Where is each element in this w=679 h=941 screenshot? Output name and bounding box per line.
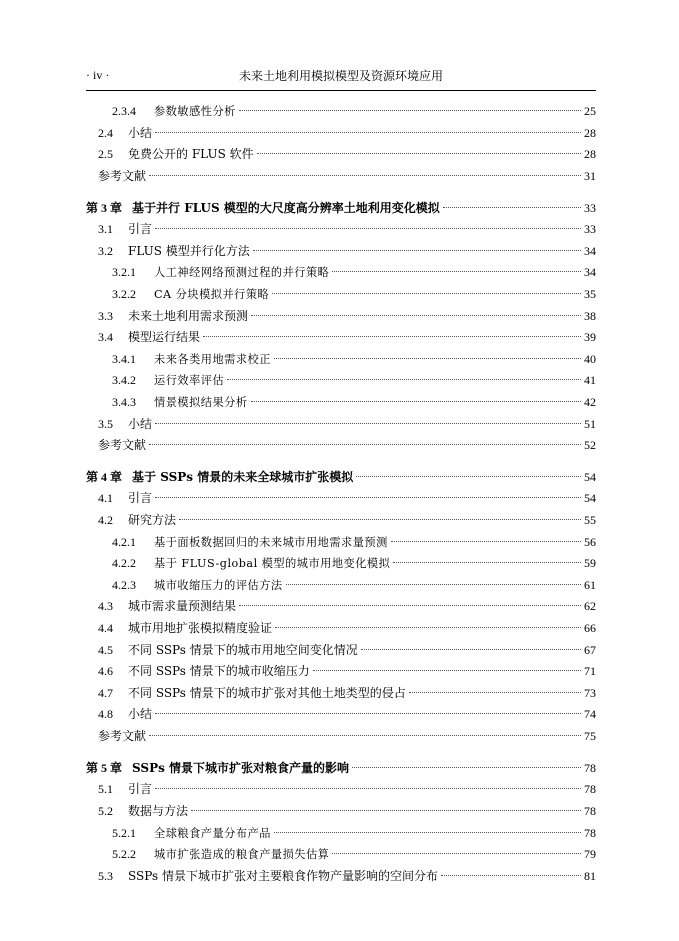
toc-entry-page: 81	[584, 868, 596, 883]
dot-leader	[155, 423, 581, 424]
toc-entry-title: 城市扩张造成的粮食产量损失估算	[154, 848, 330, 862]
toc-entry-number: 5.1	[98, 782, 113, 797]
toc-entry-number: 4.6	[98, 664, 113, 679]
toc-entry-page: 34	[584, 243, 596, 258]
toc-entry[interactable]	[86, 510, 596, 532]
dot-leader	[253, 250, 581, 251]
toc-entry[interactable]	[86, 284, 596, 306]
toc-entry-number: 2.4	[98, 125, 113, 140]
dot-leader	[274, 358, 581, 359]
dot-leader	[356, 476, 581, 477]
toc-entry[interactable]	[86, 801, 596, 823]
toc-entry-title: SSPs 情景下城市扩张对主要粮食作物产量影响的空间分布	[128, 868, 438, 883]
dot-leader	[441, 875, 581, 876]
toc-entry-page: 78	[584, 803, 596, 818]
toc-entry[interactable]	[86, 640, 596, 662]
toc-entry[interactable]	[86, 683, 596, 705]
toc-entry-page: 28	[584, 147, 596, 162]
toc-entry-number: 3.4.2	[112, 373, 136, 388]
dot-leader	[239, 605, 581, 606]
toc-entry[interactable]	[86, 618, 596, 640]
toc-entry-number: 4.8	[98, 707, 113, 722]
toc-entry-number: 3.2.1	[112, 265, 136, 280]
toc-entry-number: 第 5 章	[86, 760, 123, 775]
toc-entry[interactable]	[86, 661, 596, 683]
toc-entry-title: 引言	[128, 222, 153, 237]
toc-entry-number: 2.3.4	[112, 104, 136, 118]
dot-leader	[155, 713, 581, 714]
toc-entry-page: 78	[584, 825, 596, 840]
toc-entry-page: 39	[584, 330, 596, 345]
dot-leader	[272, 293, 581, 294]
toc-entry-title: 全球粮食产量分布产品	[154, 826, 271, 840]
dot-leader	[149, 735, 581, 736]
toc-entry[interactable]	[86, 370, 596, 392]
toc-entry[interactable]	[86, 704, 596, 726]
dot-leader	[155, 497, 581, 498]
toc-entry-number: 5.3	[98, 868, 113, 883]
toc-entry[interactable]	[86, 435, 596, 457]
toc-entry-title: 小结	[128, 416, 153, 431]
toc-entry[interactable]	[86, 101, 596, 123]
toc-entry-number: 3.3	[98, 308, 113, 323]
toc-entry-title: 参考文献	[98, 168, 147, 183]
toc-entry-title: 参数敏感性分析	[154, 105, 236, 118]
toc-entry-number: 3.2.2	[112, 286, 136, 301]
toc-entry-page: 55	[584, 513, 596, 528]
toc-entry-page: 59	[584, 556, 596, 571]
toc-entry-title: FLUS 模型并行化方法	[128, 243, 250, 258]
toc-entry[interactable]	[86, 219, 596, 241]
toc-entry-title: 引言	[128, 782, 153, 797]
toc-entry[interactable]	[86, 144, 596, 166]
dot-leader	[149, 444, 581, 445]
toc-entry-title: 城市收缩压力的评估方法	[154, 578, 283, 592]
toc-entry-number: 5.2	[98, 803, 113, 818]
toc-entry-number: 4.2	[98, 513, 113, 528]
toc-chapter-entry[interactable]	[86, 467, 596, 489]
dot-leader	[332, 271, 581, 272]
toc-entry-number: 4.4	[98, 621, 113, 636]
toc-entry-title: 数据与方法	[128, 803, 189, 818]
dot-leader	[275, 627, 581, 628]
toc-entry-number: 4.7	[98, 685, 113, 700]
toc-entry-page: 52	[584, 438, 596, 453]
toc-entry-title: 情景模拟结果分析	[154, 395, 248, 409]
dot-leader	[391, 541, 581, 542]
toc-entry-page: 33	[584, 200, 596, 215]
dot-leader	[239, 110, 581, 111]
toc-entry[interactable]	[86, 575, 596, 597]
toc-entry-page: 74	[584, 707, 596, 722]
toc-entry-number: 3.4.1	[112, 351, 136, 366]
toc-entry-page: 51	[584, 416, 596, 431]
dot-leader	[251, 401, 581, 402]
toc-entry-title: 模型运行结果	[128, 330, 201, 345]
toc-chapter-entry[interactable]	[86, 198, 596, 220]
dot-leader	[155, 788, 581, 789]
toc-entry-page: 78	[584, 782, 596, 797]
toc-entry-title: 未来各类用地需求校正	[154, 352, 271, 366]
toc-entry-title: 小结	[128, 125, 153, 140]
toc-entry[interactable]	[86, 306, 596, 328]
toc-entry-title: 不同 SSPs 情景下的城市收缩压力	[128, 664, 310, 679]
dot-leader	[361, 649, 581, 650]
toc-entry-title: 引言	[128, 491, 153, 506]
toc-entry-page: 28	[584, 125, 596, 140]
toc-entry-page: 61	[584, 577, 596, 592]
toc-entry-title: 城市需求量预测结果	[128, 599, 237, 614]
toc-entry-title: 基于并行 FLUS 模型的大尺度高分辨率土地利用变化模拟	[132, 200, 440, 215]
toc-entry[interactable]	[86, 532, 596, 554]
toc-entry-page: 75	[584, 729, 596, 743]
toc-entry-title: 基于 FLUS-global 模型的城市用地变化模拟	[154, 557, 391, 571]
toc-entry-page: 79	[584, 847, 596, 862]
toc-entry-page: 35	[584, 286, 596, 301]
toc-entry[interactable]	[86, 392, 596, 414]
toc-entry[interactable]	[86, 553, 596, 575]
toc-entry-title: 未来土地利用需求预测	[128, 308, 249, 323]
toc-entry-number: 5.2.2	[112, 847, 136, 862]
toc-entry-title: 参考文献	[98, 729, 147, 743]
page-number: · iv ·	[86, 68, 110, 82]
table-of-contents	[86, 101, 596, 887]
toc-entry-number: 5.2.1	[112, 825, 136, 840]
dot-leader	[257, 153, 581, 154]
toc-entry[interactable]	[86, 596, 596, 618]
dot-leader	[203, 336, 581, 337]
page-header	[86, 60, 596, 90]
toc-entry-page: 31	[584, 168, 596, 183]
dot-leader	[332, 853, 581, 854]
toc-entry[interactable]	[86, 166, 596, 188]
toc-entry-title: 不同 SSPs 情景下的城市扩张对其他土地类型的侵占	[128, 685, 406, 700]
toc-entry[interactable]	[86, 241, 596, 263]
toc-entry-title: 参考文献	[98, 438, 147, 453]
toc-entry-title: SSPs 情景下城市扩张对粮食产量的影响	[132, 760, 350, 775]
dot-leader	[251, 315, 581, 316]
toc-entry[interactable]	[86, 779, 596, 801]
toc-entry[interactable]	[86, 488, 596, 510]
toc-entry-title: 基于 SSPs 情景的未来全球城市扩张模拟	[132, 469, 354, 484]
toc-entry-title: 基于面板数据回归的未来城市用地需求量预测	[154, 535, 388, 549]
toc-entry-title: 免费公开的 FLUS 软件	[128, 147, 254, 162]
toc-entry-page: 66	[584, 621, 596, 636]
toc-entry-title: 小结	[128, 707, 153, 722]
toc-entry-page: 34	[584, 265, 596, 280]
dot-leader	[274, 832, 581, 833]
toc-entry-number: 4.5	[98, 642, 113, 657]
toc-entry-page: 40	[584, 351, 596, 366]
toc-entry-number: 4.3	[98, 599, 113, 614]
dot-leader	[191, 810, 581, 811]
toc-entry[interactable]	[86, 349, 596, 371]
toc-entry-page: 73	[584, 685, 596, 700]
toc-entry-title: 城市用地扩张模拟精度验证	[128, 621, 273, 636]
toc-entry-title: 运行效率评估	[154, 374, 225, 388]
toc-entry-number: 3.4.3	[112, 394, 136, 409]
dot-leader	[149, 175, 581, 176]
toc-entry-page: 62	[584, 599, 596, 614]
toc-entry-number: 3.5	[98, 416, 113, 431]
toc-entry-number: 4.2.3	[112, 577, 136, 592]
toc-entry-number: 4.2.2	[112, 556, 136, 571]
dot-leader	[179, 519, 581, 520]
toc-entry-title: 研究方法	[128, 513, 177, 528]
toc-entry[interactable]	[86, 726, 596, 748]
toc-entry-number: 2.5	[98, 147, 113, 162]
toc-entry-page: 54	[584, 491, 596, 506]
dot-leader	[409, 692, 581, 693]
toc-entry-page: 41	[584, 373, 596, 388]
toc-entry-number: 第 4 章	[86, 469, 123, 484]
toc-entry[interactable]	[86, 262, 596, 284]
running-title: 未来土地利用模拟模型及资源环境应用	[238, 69, 443, 83]
dot-leader	[443, 207, 581, 208]
header-rule	[86, 90, 596, 91]
toc-entry-number: 3.4	[98, 330, 113, 345]
dot-leader	[313, 670, 581, 671]
toc-entry[interactable]	[86, 866, 596, 888]
toc-entry-number: 4.1	[98, 491, 113, 506]
toc-entry-number: 3.2	[98, 243, 113, 258]
dot-leader	[286, 584, 581, 585]
toc-entry-page: 42	[584, 394, 596, 409]
toc-entry-page: 67	[584, 642, 596, 657]
toc-entry-page: 56	[584, 534, 596, 549]
toc-entry-number: 3.1	[98, 222, 113, 237]
toc-entry[interactable]	[86, 327, 596, 349]
toc-entry[interactable]	[86, 123, 596, 145]
toc-entry-page: 78	[584, 760, 596, 775]
dot-leader	[352, 767, 581, 768]
dot-leader	[155, 132, 581, 133]
toc-chapter-entry[interactable]	[86, 758, 596, 780]
toc-entry[interactable]	[86, 844, 596, 866]
dot-leader	[155, 228, 581, 229]
toc-entry[interactable]	[86, 414, 596, 436]
toc-entry-page: 71	[584, 664, 596, 679]
dot-leader	[393, 562, 581, 563]
toc-entry[interactable]	[86, 823, 596, 845]
toc-entry-page: 25	[584, 104, 596, 118]
toc-entry-page: 54	[584, 469, 596, 484]
toc-entry-number: 第 3 章	[86, 200, 123, 215]
dot-leader	[227, 379, 581, 380]
toc-entry-title: 人工神经网络预测过程的并行策略	[154, 266, 330, 280]
toc-entry-page: 38	[584, 308, 596, 323]
toc-entry-number: 4.2.1	[112, 534, 136, 549]
toc-entry-title: 不同 SSPs 情景下的城市用地空间变化情况	[128, 642, 358, 657]
toc-entry-title: CA 分块模拟并行策略	[154, 287, 270, 301]
toc-entry-page: 33	[584, 222, 596, 237]
